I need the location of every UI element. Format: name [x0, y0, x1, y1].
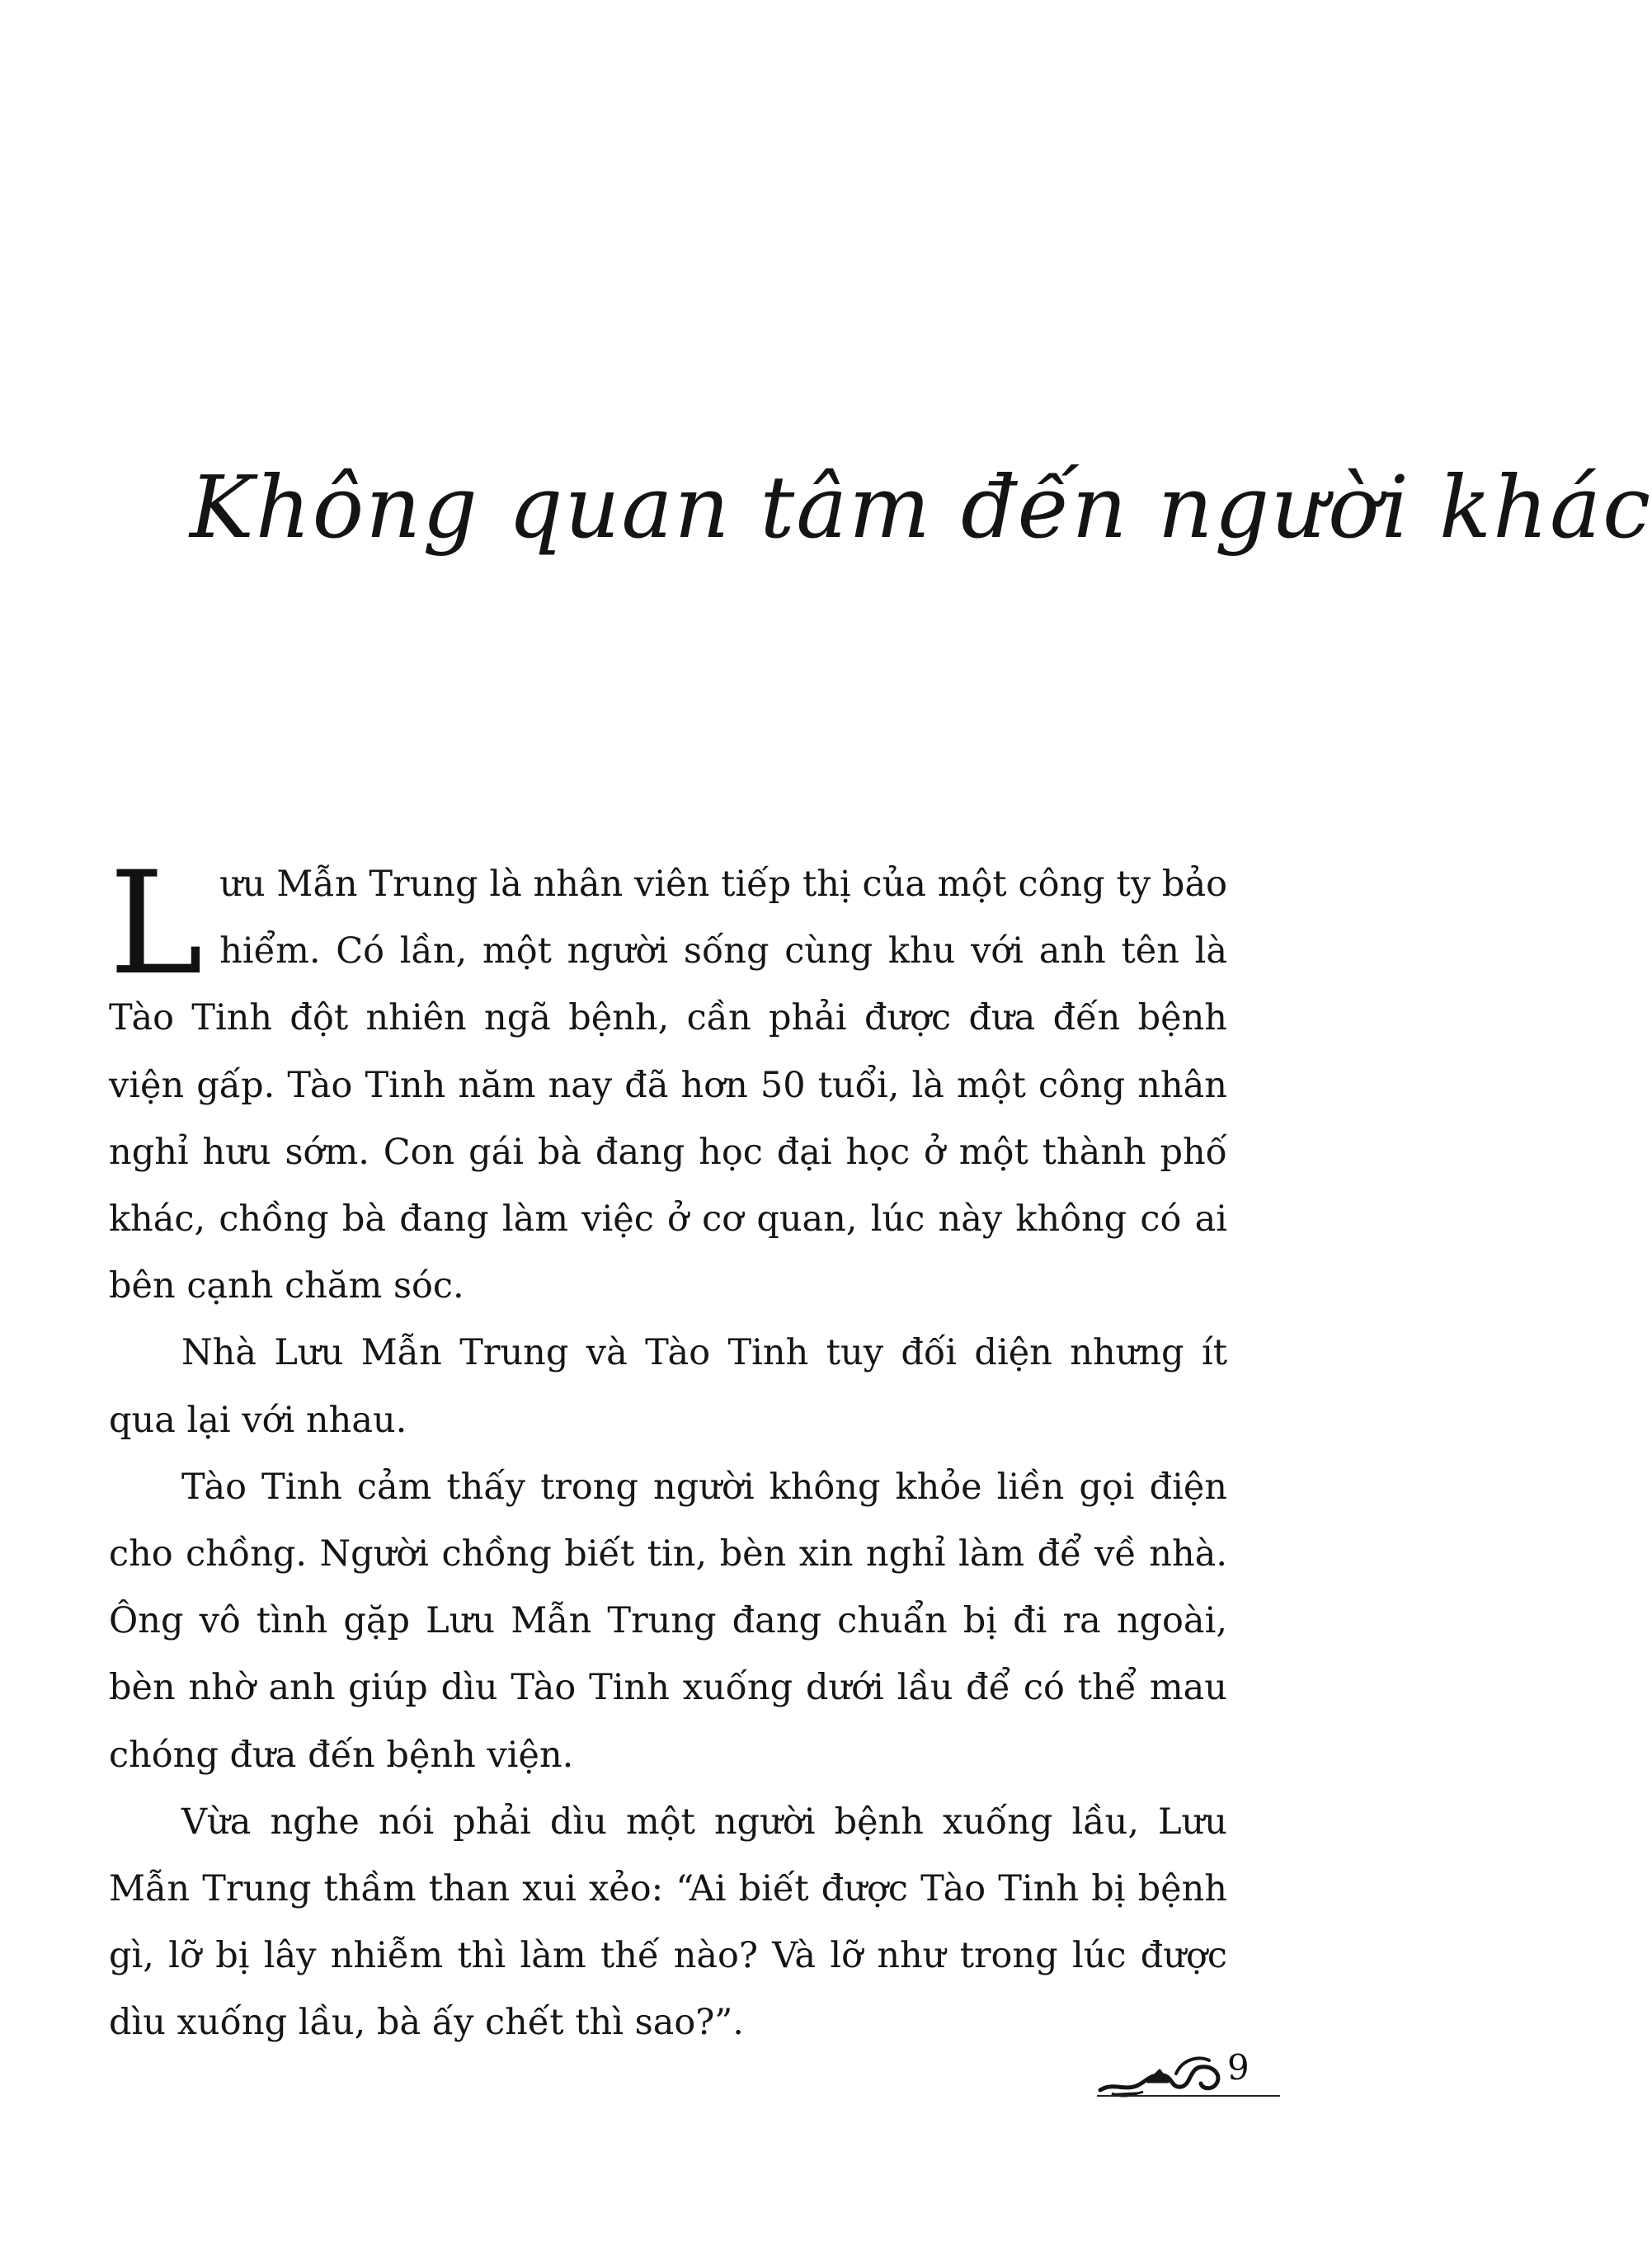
body-text [109, 840, 1227, 2057]
folio-rule [1097, 2095, 1280, 2097]
chapter-title: Không quan tâm đến người khác [190, 457, 1652, 558]
page-folio [1097, 2044, 1287, 2110]
paragraph-3: Tào Tinh cảm thấy trong người không khỏe liền gọi điện cho chồng. Người chồng biết tin, bèn xin nghỉ làm để về nhà. Ông vô tình gặp Lưu Mẫn Trung đang chuẩn bị đi ra ngoài, bèn nhờ anh giúp dìu Tào Tinh xuống dưới lầu để có thể mau chóng đưa đến bệnh viện. [109, 1466, 1227, 1776]
flourish-ornament-icon [1097, 2049, 1234, 2107]
paragraph-2: Nhà Lưu Mẫn Trung và Tào Tinh tuy đối diện nhưng ít qua lại với nhau. [109, 1332, 1227, 1441]
paragraph-1-text: ưu Mẫn Trung là nhân viên tiếp thị của một công ty bảo hiểm. Có lần, một người sống cùng khu với anh tên là Tào Tinh đột nhiên ngã bệnh, cần phải được đưa đến bệnh viện gấp. Tào Tinh năm nay đã hơn 50 tuổi, là một công nhân nghỉ hưu sớm. Con gái bà đang học đại học ở một thành phố khác, chồng bà đang làm việc ở cơ quan, lúc này không có ai bên cạnh chăm sóc. [109, 864, 1227, 1307]
paragraph-4: Vừa nghe nói phải dìu một người bệnh xuống lầu, Lưu Mẫn Trung thầm than xui xẻo: “Ai biết được Tào Tinh bị bệnh gì, lỡ bị lây nhiễm thì làm thế nào? Và lỡ như trong lúc được dìu xuống lầu, bà ấy chết thì sao?”. [109, 1801, 1227, 2044]
drop-cap: L [109, 840, 204, 1006]
page-number: 9 [1227, 2047, 1250, 2088]
paragraph-1 [109, 840, 1227, 1320]
